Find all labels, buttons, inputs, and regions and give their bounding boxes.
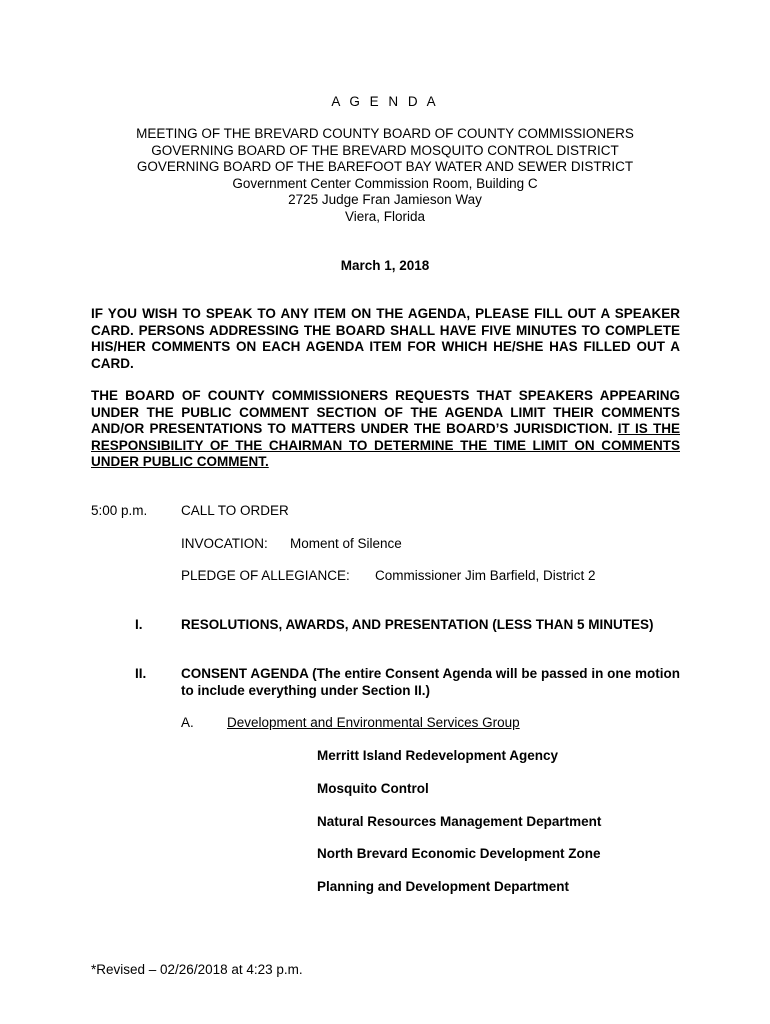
section-1-title: RESOLUTIONS, AWARDS, AND PRESENTATION (LESS THAN 5 MINUTES) bbox=[181, 617, 654, 632]
list-item: Mosquito Control bbox=[317, 781, 429, 796]
heading-line: GOVERNING BOARD OF THE BREVARD MOSQUITO CONTROL DISTRICT bbox=[151, 142, 619, 158]
invocation-label: INVOCATION: bbox=[181, 536, 268, 551]
section-2-number: II. bbox=[135, 666, 147, 681]
heading-line: GOVERNING BOARD OF THE BAREFOOT BAY WATER AND SEWER DISTRICT bbox=[136, 159, 634, 174]
section-2-title: CONSENT AGENDA (The entire Consent Agenda will be passed in one motion to include everything under Section II.) bbox=[181, 666, 680, 698]
subsection-letter: A. bbox=[181, 715, 194, 730]
list-item: Merritt Island Redevelopment Agency bbox=[317, 748, 559, 763]
pledge-label: PLEDGE OF ALLEGIANCE: bbox=[181, 568, 350, 583]
heading-line: Viera, Florida bbox=[344, 208, 426, 224]
public-comment-notice bbox=[91, 388, 680, 471]
agenda-title: A G E N D A bbox=[331, 94, 439, 109]
pledge-value: Commissioner Jim Barfield, District 2 bbox=[375, 568, 596, 583]
heading-line: 2725 Judge Fran Jamieson Way bbox=[288, 192, 482, 207]
call-time: 5:00 p.m. bbox=[91, 503, 148, 518]
speaker-card-notice: IF YOU WISH TO SPEAK TO ANY ITEM ON THE AGENDA, PLEASE FILL OUT A SPEAKER CARD. PERSONS ADDRESSING THE BOARD SHALL HAVE FIVE MINUTES TO COMPLETE HIS/HER COMMENTS ON EACH AGENDA ITEM FOR WHICH HE/SHE HAS FILLED OUT A CARD. bbox=[91, 306, 680, 371]
list-item: Planning and Development Department bbox=[317, 879, 570, 894]
list-item: Natural Resources Management Department bbox=[317, 814, 602, 829]
subsection-title: Development and Environmental Services Group bbox=[227, 715, 520, 730]
section-1-number: I. bbox=[135, 617, 143, 632]
public-comment-notice-underlined: IT IS THE RESPONSIBILITY OF THE CHAIRMAN TO DETERMINE THE TIME LIMIT ON COMMENTS UNDER PUBLIC COMMENT. bbox=[91, 421, 680, 469]
heading-line: MEETING OF THE BREVARD COUNTY BOARD OF COUNTY COMMISSIONERS bbox=[136, 126, 634, 141]
public-comment-notice-text: THE BOARD OF COUNTY COMMISSIONERS REQUESTS THAT SPEAKERS APPEARING UNDER THE PUBLIC COMMENT SECTION OF THE AGENDA LIMIT THEIR COMMENTS AND/OR PRESENTATIONS TO MATTERS UNDER THE BOARD’S JURISDICTION. bbox=[91, 388, 680, 436]
invocation-value: Moment of Silence bbox=[290, 536, 402, 551]
meeting-date: March 1, 2018 bbox=[340, 258, 430, 273]
revision-footer: *Revised – 02/26/2018 at 4:23 p.m. bbox=[91, 962, 303, 977]
call-to-order: CALL TO ORDER bbox=[181, 503, 289, 518]
heading-line: Government Center Commission Room, Building C bbox=[232, 175, 538, 191]
list-item: North Brevard Economic Development Zone bbox=[317, 846, 601, 861]
